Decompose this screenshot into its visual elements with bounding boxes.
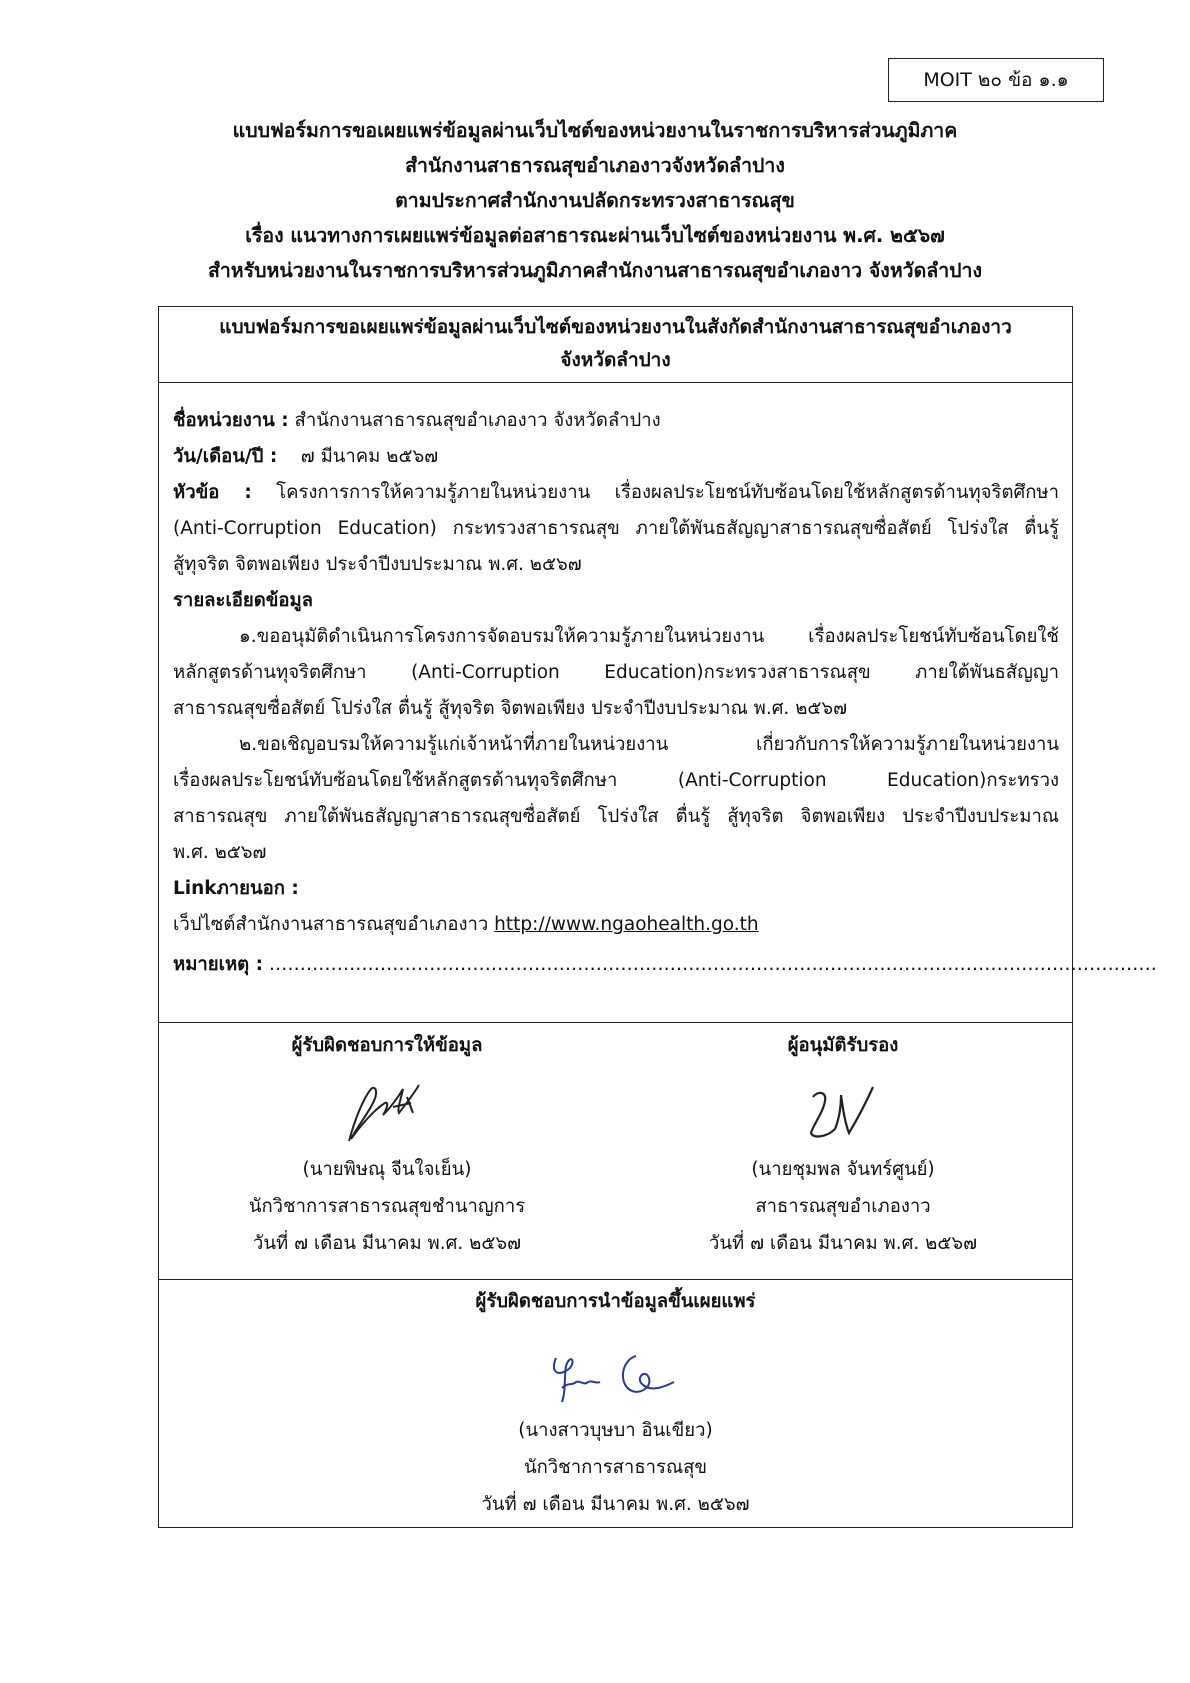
provider-position: นักวิชาการสาธารณสุขชำนาญการ: [248, 1196, 526, 1217]
date-label: วัน/เดือน/ปี :: [173, 446, 278, 467]
details-label: รายละเอียดข้อมูล: [173, 590, 314, 611]
approver-signature-image: [783, 1069, 903, 1151]
agency-row: [173, 403, 1059, 439]
topic-line: (Anti-Corruption Education) กระทรวงสาธารณสุข ภายใต้พันธสัญญาสาธารณสุขซื่อสัตย์ โปร่งใส ตื่นรู้: [173, 518, 1059, 539]
item1-line: สาธารณสุขซื่อสัตย์ โปร่งใส ตื่นรู้ สู้ทุจริต จิตพอเพียง ประจำปีงบประมาณ พ.ศ. ๒๕๖๗: [173, 698, 848, 719]
approver-name: (นายชุมพล จันทร์ศูนย์): [751, 1159, 935, 1180]
document-header: [130, 113, 1060, 288]
publisher-date: วันที่ ๗ เดือน มีนาคม พ.ศ. ๒๕๖๗: [481, 1494, 750, 1515]
publisher-heading: ผู้รับผิดชอบการนำข้อมูลขึ้นเผยแพร่: [475, 1291, 756, 1312]
publication-form: [158, 306, 1157, 1528]
header-line: สำนักงานสาธารณสุขอำเภองาวจังหวัดลำปาง: [405, 154, 785, 177]
item1-line: หลักสูตรด้านทุจริตศึกษา (Anti-Corruption Education)กระทรวงสาธารณสุข ภายใต้พันธสัญญา: [173, 662, 1059, 683]
item1-line: ๑.ขออนุมัติดำเนินการโครงการจัดอบรมให้ความรู้ภายในหน่วยงาน เรื่องผลประโยชน์ทับซ้อนโดยใช้: [239, 626, 1059, 647]
provider-heading: ผู้รับผิดชอบการให้ข้อมูล: [291, 1035, 483, 1056]
provider-signature-block: [159, 1023, 615, 1262]
provider-date: วันที่ ๗ เดือน มีนาคม พ.ศ. ๒๕๖๗: [253, 1233, 521, 1254]
form-title-line: จังหวัดลำปาง: [560, 349, 671, 371]
approver-heading: ผู้อนุมัติรับรอง: [787, 1035, 899, 1056]
provider-signature-image: [327, 1069, 447, 1151]
signature-section: [159, 1022, 1072, 1280]
remarks-row: [173, 947, 1157, 983]
publisher-position: นักวิชาการสาธารณสุข: [523, 1457, 708, 1478]
date-value: ๗ มีนาคม ๒๕๖๗: [300, 446, 439, 467]
agency-label: ชื่อหน่วยงาน :: [173, 410, 289, 431]
topic-label: หัวข้อ :: [173, 482, 252, 503]
publisher-signature-block: [159, 1280, 1072, 1523]
form-title-line: แบบฟอร์มการขอเผยแพร่ข้อมูลผ่านเว็บไซต์ของหน่วยงานในสังกัดสำนักงานสาธารณสุขอำเภองาว: [219, 316, 1012, 338]
topic-line: สู้ทุจริต จิตพอเพียง ประจำปีงบประมาณ พ.ศ. ๒๕๖๗: [173, 554, 582, 575]
header-line: ตามประกาศสำนักงานปลัดกระทรวงสาธารณสุข: [395, 189, 795, 212]
agency-value: สำนักงานสาธารณสุขอำเภองาว จังหวัดลำปาง: [294, 410, 661, 431]
header-line: แบบฟอร์มการขอเผยแพร่ข้อมูลผ่านเว็บไซต์ของหน่วยงานในราชการบริหารส่วนภูมิภาค: [232, 119, 958, 142]
form-details: [173, 403, 1157, 983]
provider-name: (นายพิษณุ จีนใจเย็น): [302, 1159, 472, 1180]
form-title: [159, 307, 1072, 383]
website-text: เว็ปไซต์สำนักงานสาธารณสุขอำเภองาว: [173, 914, 489, 935]
header-line: เรื่อง แนวทางการเผยแพร่ข้อมูลต่อสาธารณะผ่านเว็บไซต์ของหน่วยงาน พ.ศ. ๒๕๖๗: [245, 224, 945, 247]
document-code-box: [888, 58, 1104, 102]
approver-signature-block: [615, 1023, 1071, 1262]
approver-position: สาธารณสุขอำเภองาว: [755, 1196, 931, 1217]
topic-row: [173, 475, 1059, 511]
remarks-label: หมายเหตุ :: [173, 954, 263, 975]
approver-date: วันที่ ๗ เดือน มีนาคม พ.ศ. ๒๕๖๗: [709, 1233, 977, 1254]
website-link[interactable]: http://www.ngaohealth.go.th: [494, 914, 759, 935]
topic-line: โครงการการให้ความรู้ภายในหน่วยงาน เรื่องผลประโยชน์ทับซ้อนโดยใช้หลักสูตรด้านทุจริตศึกษา: [276, 482, 1059, 503]
item2-line: เรื่องผลประโยชน์ทับซ้อนโดยใช้หลักสูตรด้านทุจริตศึกษา (Anti-Corruption Education)กระทรวง: [173, 770, 1059, 791]
item2-line: พ.ศ. ๒๕๖๗: [173, 842, 267, 863]
item2-line: สาธารณสุข ภายใต้พันธสัญญาสาธารณสุขซื่อสัตย์ โปร่งใส ตื่นรู้ สู้ทุจริต จิตพอเพียง ประจำปีงบประมาณ: [173, 806, 1059, 827]
document-code: MOIT ๒๐ ข้อ ๑.๑: [923, 69, 1069, 91]
header-line: สำหรับหน่วยงานในราชการบริหารส่วนภูมิภาคสำนักงานสาธารณสุขอำเภองาว จังหวัดลำปาง: [207, 259, 983, 282]
publisher-signature-image: [536, 1338, 696, 1412]
item2-line: ๒.ขอเชิญอบรมให้ความรู้แก่เจ้าหน้าที่ภายในหน่วยงาน เกี่ยวกับการให้ความรู้ภายในหน่วยงาน: [239, 734, 1059, 755]
website-row: [173, 907, 1059, 943]
remarks-value: ………………………………………………………………………………………………………………………………: [268, 954, 1157, 975]
date-row: [173, 439, 1059, 475]
external-link-label: Linkภายนอก :: [173, 878, 299, 899]
publisher-name: (นางสาวบุษบา อินเขียว): [518, 1420, 713, 1441]
